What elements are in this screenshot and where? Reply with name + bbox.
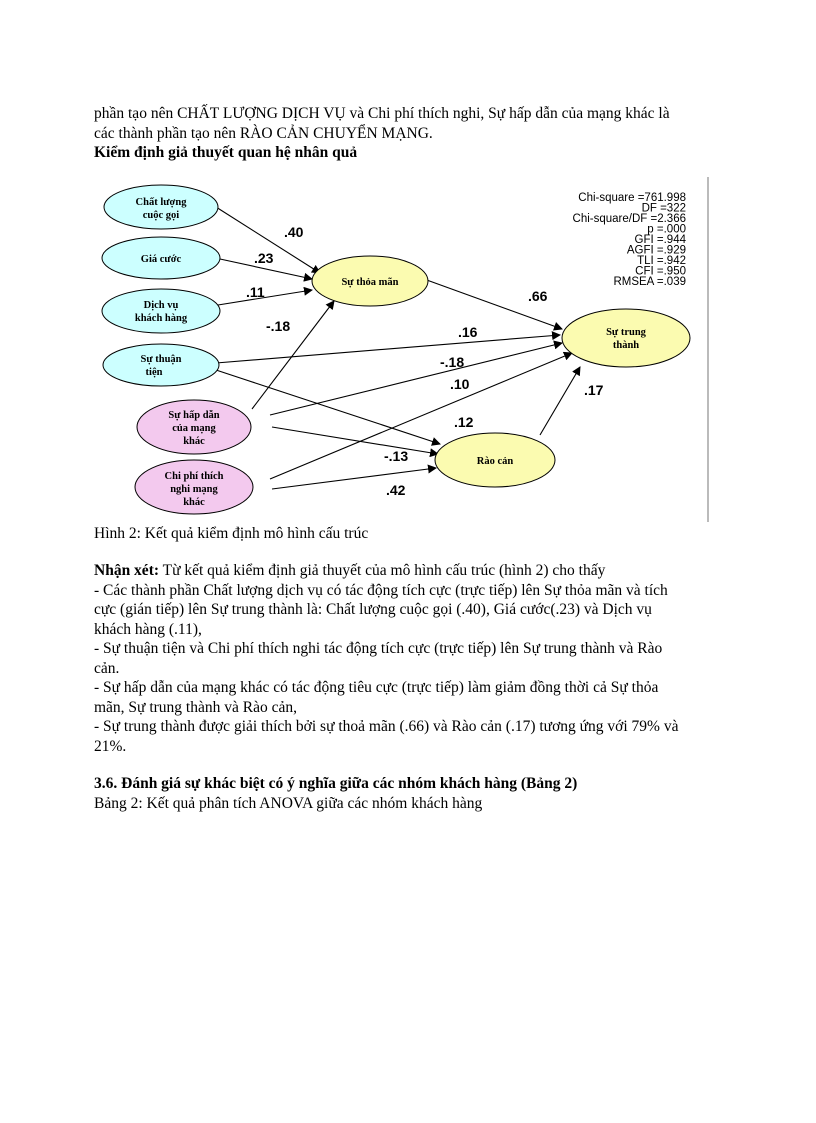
fit-stat-agfi: AGFI =.929 [626, 244, 686, 256]
node-su-trung-thanh [562, 309, 690, 367]
figure-caption: Hình 2: Kết quả kiểm định mô hình cấu trúc [94, 524, 369, 542]
coef-gia-cuoc-thoa-man: .23 [254, 249, 274, 266]
coef-chat-luong-thoa-man: .40 [284, 223, 304, 240]
node-hap-dan-label-3: khác [183, 435, 205, 447]
section-heading-anova: 3.6. Đánh giá sự khác biệt có ý nghĩa giữa các nhóm khách hàng (Bảng 2) [94, 775, 578, 792]
coef-hap-dan-thoa-man: -.18 [266, 317, 291, 334]
node-rao-can-label: Rào cản [476, 455, 514, 467]
node-dich-vu-khach-hang [102, 289, 220, 333]
node-chat-luong-label-1: Chất lượng [135, 196, 187, 208]
intro-line-2: các thành phần tạo nên RÀO CẢN CHUYỂN MẠNG. [94, 124, 433, 142]
coef-thuan-tien-trung-thanh: .16 [458, 323, 478, 340]
remarks-text: Từ kết quả kiểm định giả thuyết của mô hình cấu trúc (hình 2) cho thấy [159, 562, 606, 579]
remark-line: cực (gián tiếp) lên Sự trung thành là: Chất lượng cuộc gọi (.40), Giá cước(.23) và Dịch vụ [94, 601, 652, 618]
fit-stat-p: p =.000 [647, 223, 686, 235]
coef-hap-dan-rao-can: -.13 [384, 447, 409, 464]
fit-stat-chi-square: Chi-square =761.998 [578, 191, 686, 204]
remarks-label: Nhận xét: [94, 562, 160, 579]
coef-thoa-man-trung-thanh: .66 [528, 287, 548, 304]
node-thoa-man-label: Sự thỏa mãn [341, 276, 399, 288]
node-su-thuan-tien [103, 344, 219, 386]
node-chi-phi-label-2: nghi mạng [170, 483, 218, 495]
remark-line: mãn, Sự trung thành và Rào cản, [94, 698, 297, 716]
intro-line-1: phần tạo nên CHẤT LƯỢNG DỊCH VỤ và Chi phí thích nghi, Sự hấp dẫn của mạng khác là [94, 105, 670, 122]
node-thuan-tien-label-1: Sự thuận [140, 353, 182, 365]
table-caption: Bảng 2: Kết quả phân tích ANOVA giữa các nhóm khách hàng [94, 794, 483, 812]
remark-line: - Sự hấp dẫn của mạng khác có tác động tiêu cực (trực tiếp) làm giảm đồng thời cả Sự thỏa [94, 679, 659, 696]
node-trung-thanh-label-2: thành [612, 339, 640, 351]
fit-stat-chi-square-df: Chi-square/DF =2.366 [572, 212, 686, 225]
node-chi-phi-label-3: khác [183, 496, 205, 508]
coef-chi-phi-rao-can: .42 [386, 481, 406, 498]
document-page [94, 104, 724, 813]
node-hap-dan-label-1: Sự hấp dẫn [168, 409, 220, 421]
remark-line: 21%. [94, 737, 127, 755]
node-trung-thanh-label-1: Sự trung [606, 326, 646, 338]
fit-stat-rmsea: RMSEA =.039 [613, 275, 686, 288]
fit-stat-gfi: GFI =.944 [634, 233, 686, 246]
node-dich-vu-label-2: khách hàng [134, 312, 188, 324]
coef-hap-dan-trung-thanh: -.18 [440, 353, 465, 370]
coef-chi-phi-trung-thanh: .10 [450, 375, 470, 392]
node-chat-luong-label-2: cuộc gọi [142, 209, 180, 221]
remark-line: khách hàng (.11), [94, 620, 202, 638]
remark-line: cản. [94, 659, 120, 677]
section-heading-causal: Kiểm định giả thuyết quan hệ nhân quả [94, 144, 358, 161]
remarks-intro [94, 561, 724, 581]
node-dich-vu-label-1: Dịch vụ [143, 299, 179, 311]
node-hap-dan-label-2: của mạng [172, 422, 216, 434]
remark-line: - Sự trung thành được giải thích bởi sự thoả mãn (.66) và Rào cản (.17) tương ứng với 79% và [94, 718, 679, 735]
node-chi-phi-label-1: Chi phí thích [164, 470, 224, 482]
remark-line: - Các thành phần Chất lượng dịch vụ có tác động tích cực (trực tiếp) lên Sự thỏa mãn và tích [94, 581, 668, 599]
remark-line: - Sự thuận tiện và Chi phí thích nghi tác động tích cực (trực tiếp) lên Sự trung thành và Rào [94, 640, 663, 657]
node-thuan-tien-label-2: tiện [145, 366, 163, 378]
sem-diagram [94, 177, 710, 522]
node-gia-cuoc-label: Giá cước [140, 253, 182, 265]
coef-dich-vu-thoa-man: .11 [246, 283, 265, 300]
coef-thuan-tien-rao-can: .12 [454, 413, 474, 430]
fit-stat-df: DF =322 [641, 202, 686, 214]
fit-stat-tli: TLI =.942 [637, 254, 686, 267]
coef-rao-can-trung-thanh: .17 [584, 381, 604, 398]
fit-stat-cfi: CFI =.950 [635, 265, 686, 277]
